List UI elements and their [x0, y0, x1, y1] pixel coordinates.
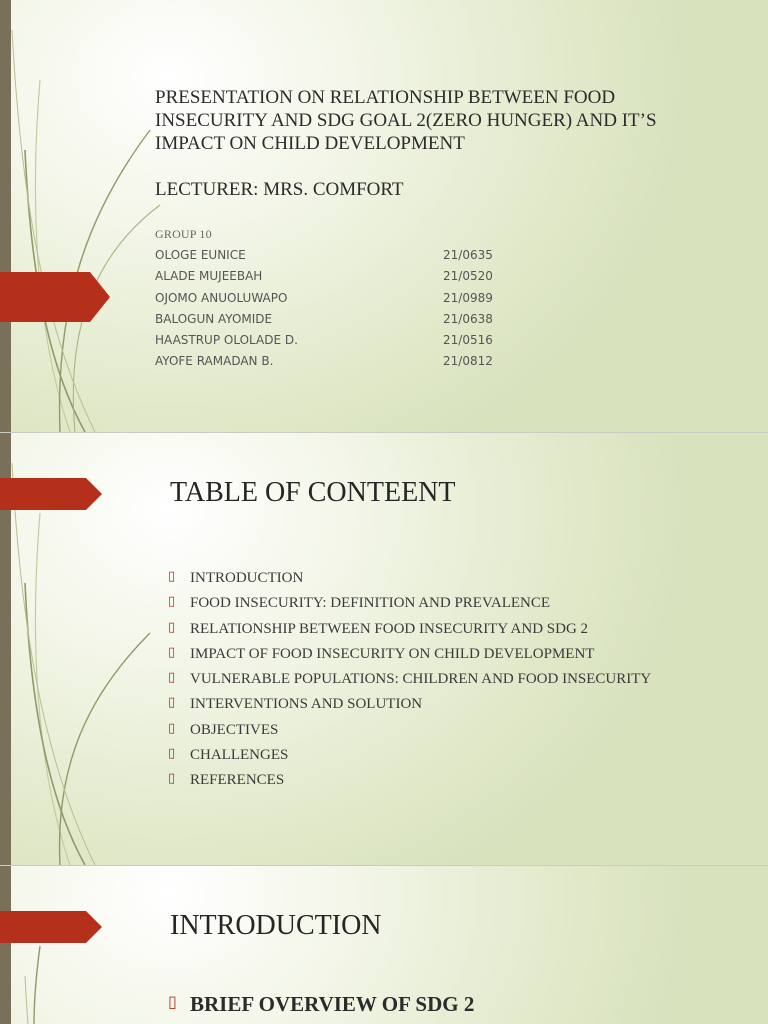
- left-accent-bar: [0, 0, 11, 432]
- hollow-square-bullet-icon: ▯: [168, 670, 176, 686]
- list-item-label: OBJECTIVES: [190, 721, 279, 738]
- slide-introduction: [0, 866, 768, 1024]
- list-item: [168, 667, 651, 692]
- member-id: 21/0638: [443, 311, 493, 326]
- lecturer-name: LECTURER: MRS. COMFORT: [155, 179, 404, 200]
- member-row: [155, 288, 515, 309]
- hollow-square-bullet-icon: ▯: [168, 746, 176, 762]
- presentation-title: PRESENTATION ON RELATIONSHIP BETWEEN FOOD INSECURITY AND SDG GOAL 2(ZERO HUNGER) AND IT’S IMPACT ON CHILD DEVELOPMENT: [155, 87, 657, 154]
- hollow-square-bullet-icon: ▯: [168, 992, 177, 1011]
- member-name: ALADE MUJEEBAH: [155, 269, 263, 284]
- list-item-label: RELATIONSHIP BETWEEN FOOD INSECURITY AND SDG 2: [190, 620, 589, 637]
- member-row: [155, 245, 515, 266]
- list-item: [168, 718, 651, 743]
- introduction-title: INTRODUCTION: [170, 910, 382, 941]
- list-item: [168, 692, 651, 717]
- member-name: OJOMO ANUOLUWAPO: [155, 290, 288, 305]
- toc-title: TABLE OF CONTEENT: [170, 477, 456, 508]
- hollow-square-bullet-icon: ▯: [168, 619, 176, 635]
- hollow-square-bullet-icon: ▯: [168, 771, 176, 787]
- list-item-label: BRIEF OVERVIEW OF SDG 2: [190, 992, 475, 1016]
- member-id: 21/0516: [443, 333, 493, 348]
- member-name: AYOFE RAMADAN B.: [155, 354, 274, 369]
- hollow-square-bullet-icon: ▯: [168, 594, 176, 610]
- hollow-square-bullet-icon: ▯: [168, 644, 176, 660]
- member-row: [155, 266, 515, 287]
- arrow-tab-icon: [0, 911, 102, 943]
- list-item: [168, 768, 651, 793]
- member-id: 21/0520: [443, 269, 493, 284]
- member-id: 21/0635: [443, 248, 493, 262]
- list-item-label: INTRODUCTION: [190, 570, 304, 586]
- slide-title: [0, 0, 768, 432]
- list-item-label: REFERENCES: [190, 772, 285, 789]
- member-row: [155, 330, 515, 351]
- member-id: 21/0989: [443, 290, 493, 305]
- left-accent-bar: [0, 866, 11, 1024]
- list-item-label: CHALLENGES: [190, 747, 289, 764]
- member-row: [155, 351, 515, 372]
- member-name: BALOGUN AYOMIDE: [155, 311, 273, 326]
- list-item: [168, 743, 651, 768]
- list-item-label: IMPACT OF FOOD INSECURITY ON CHILD DEVELOPMENT: [190, 645, 595, 662]
- list-item: [168, 591, 651, 616]
- list-item-label: FOOD INSECURITY: DEFINITION AND PREVALENCE: [190, 595, 551, 612]
- list-item-label: VULNERABLE POPULATIONS: CHILDREN AND FOOD INSECURITY: [190, 671, 652, 688]
- member-id: 21/0812: [443, 354, 493, 369]
- member-row: [155, 309, 515, 330]
- member-name: HAASTRUP OLOLADE D.: [155, 333, 298, 348]
- arrow-tab-icon: [0, 272, 110, 322]
- member-name: OLOGE EUNICE: [155, 248, 246, 262]
- member-list: [155, 245, 515, 373]
- list-item-label: INTERVENTIONS AND SOLUTION: [190, 696, 423, 713]
- arrow-tab-icon: [0, 478, 102, 510]
- hollow-square-bullet-icon: ▯: [168, 569, 176, 584]
- list-item: [168, 617, 651, 642]
- list-item: [168, 642, 651, 667]
- toc-list: [168, 566, 651, 794]
- group-label: GROUP 10: [155, 227, 212, 241]
- list-item: [168, 990, 474, 1018]
- slide-table-of-contents: [0, 433, 768, 865]
- hollow-square-bullet-icon: ▯: [168, 695, 176, 711]
- hollow-square-bullet-icon: ▯: [168, 720, 176, 736]
- list-item: [168, 566, 651, 591]
